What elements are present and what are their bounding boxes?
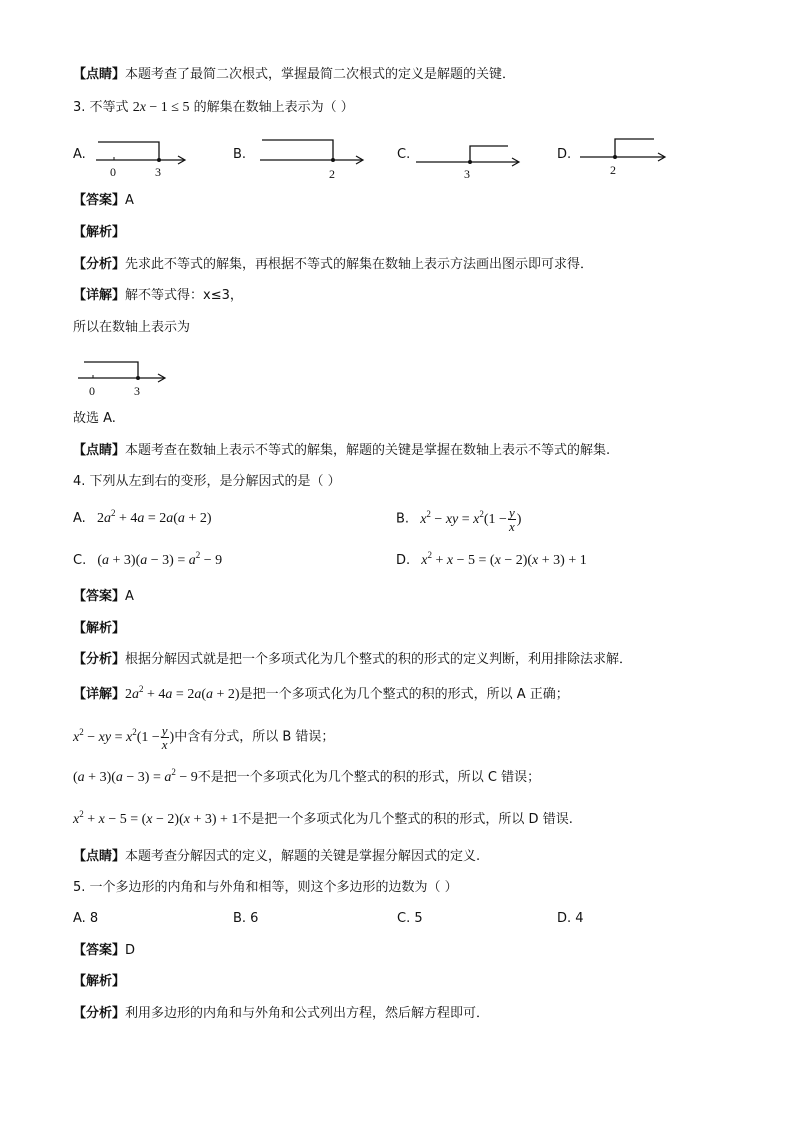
q4-d-formula: $x^2 + x - 5 = (x - 2)(x + 3) + 1$: [73, 809, 239, 827]
q3-option-d-label[interactable]: D.: [557, 147, 572, 162]
q3-dianjing: [73, 442, 610, 460]
q4-xiangjie: [73, 686, 569, 704]
q4-answer: [73, 588, 134, 606]
q3-option-a-label[interactable]: A.: [73, 147, 86, 162]
q5-option-d[interactable]: D. 4: [557, 911, 584, 926]
q4-c-text: 不是把一个多项式化为几个整式的积的形式，所以 C 错误；: [197, 770, 541, 785]
q4-fenxi: [73, 651, 632, 669]
q4-b-text: 中含有分式，所以 B 错误；: [174, 729, 335, 745]
tag-answer: 【答案】: [73, 193, 126, 208]
tick-label: 3: [155, 165, 161, 179]
option-label: D.: [396, 553, 411, 568]
q4-option-a[interactable]: [73, 510, 211, 528]
fenxi-text: 根据分解因式就是把一个多项式化为几个整式的积的形式的定义判断，利用排除法求解．: [125, 652, 633, 667]
q5-option-b[interactable]: B. 6: [233, 911, 259, 926]
q4-dianjing: [73, 848, 480, 866]
tick-label: 0: [89, 384, 95, 398]
q5-option-a[interactable]: A. 8: [73, 911, 99, 926]
q4-d-text: 不是把一个多项式化为几个整式的积的形式，所以 D 错误.: [238, 812, 573, 827]
q4-b-formula: $x^2$ − xy = $x^2(1$ − $\frac{y}{x}$ ): [73, 723, 175, 752]
q5-answer: [73, 942, 135, 960]
tag-xiangjie: 【详解】: [73, 687, 126, 702]
q3-choose: 故选 A.: [73, 411, 116, 426]
q3-jiexi: [73, 224, 125, 242]
q3-stem-prefix: 3. 不等式: [73, 100, 129, 115]
q5-jiexi: [73, 973, 125, 991]
q4-d-line: [73, 811, 573, 829]
q5-option-c[interactable]: C. 5: [397, 911, 423, 926]
q3-line2: 所以在数轴上表示为: [73, 320, 191, 335]
question-5-stem: 5. 一个多边形的内角和与外角和相等，则这个多边形的边数为（ ）: [73, 880, 458, 895]
tag-answer: 【答案】: [73, 589, 126, 604]
q4-c-formula: $(a + 3)(a - 3) = a^2 - 9$: [73, 767, 198, 785]
tag-dianjing: 【点睛】: [73, 67, 126, 82]
q4-option-d[interactable]: [396, 552, 587, 570]
tick-label: 3: [134, 384, 140, 398]
answer-value: A: [125, 193, 134, 208]
answer-value: A: [125, 589, 134, 604]
tag-fenxi: 【分析】: [73, 1006, 126, 1021]
fenxi-text: 先求此不等式的解集，再根据不等式的解集在数轴上表示方法画出图示即可求得．: [125, 257, 594, 272]
q3-inequality: 2x − 1 ≤ 5: [132, 100, 190, 115]
q5-fenxi: [73, 1005, 489, 1023]
fenxi-text: 利用多边形的内角和与外角和公式列出方程，然后解方程即可．: [125, 1006, 490, 1021]
q4-jiexi: [73, 620, 125, 638]
tick-label: 2: [329, 167, 335, 181]
q4-option-b-formula: $x^2$ − xy = $x^2(1$ − $\frac{y}{x}$ ): [420, 505, 522, 534]
dianjing-text: 本题考查分解因式的定义，解题的关键是掌握分解因式的定义.: [125, 849, 481, 864]
q3-option-c-label[interactable]: C.: [397, 147, 411, 162]
q4-option-d-formula: $x^2 + x - 5 = (x - 2)(x + 3) + 1$: [421, 550, 587, 568]
q3-option-d-numberline[interactable]: [578, 134, 672, 180]
option-label: A.: [73, 511, 86, 526]
q3-option-a-numberline[interactable]: [94, 136, 194, 180]
tag-jiexi: 【解析】: [73, 974, 126, 989]
q3-option-b-label[interactable]: B.: [233, 147, 247, 162]
tick-label: 2: [610, 163, 616, 177]
tag-jiexi: 【解析】: [73, 621, 126, 636]
tag-dianjing: 【点睛】: [73, 849, 126, 864]
question-3-stem: [73, 99, 354, 117]
dianjing-text: 本题考查在数轴上表示不等式的解集，解题的关键是掌握在数轴上表示不等式的解集.: [125, 443, 611, 458]
q4-option-c-formula: $(a + 3)(a - 3) = a^2 - 9$: [90, 550, 223, 568]
q3-answer: [73, 192, 134, 210]
answer-value: D: [125, 943, 136, 958]
dianjing-line: [73, 66, 515, 84]
xiangjie-text: 是把一个多项式化为几个整式的积的形式，所以 A 正确；: [239, 687, 569, 702]
tag-jiexi: 【解析】: [73, 225, 126, 240]
q3-xiangjie: [73, 287, 243, 305]
tick-label: 0: [110, 165, 116, 179]
tag-xiangjie: 【详解】: [73, 288, 126, 303]
dianjing-text: 本题考查了最简二次根式，掌握最简二次根式的定义是解题的关键．: [125, 67, 516, 82]
tick-label: 3: [464, 167, 470, 181]
tag-dianjing: 【点睛】: [73, 443, 126, 458]
q3-option-c-numberline[interactable]: [414, 138, 524, 182]
q3-stem-suffix: 的解集在数轴上表示为（ ）: [193, 100, 354, 115]
question-4-stem: 4. 下列从左到右的变形，是分解因式的是（ ）: [73, 474, 341, 489]
q4-option-a-formula: $2a^2 + 4a = 2a(a + 2)$: [89, 508, 212, 526]
tag-fenxi: 【分析】: [73, 652, 126, 667]
tag-answer: 【答案】: [73, 943, 126, 958]
tag-fenxi: 【分析】: [73, 257, 126, 272]
q3-option-b-numberline[interactable]: [258, 136, 366, 182]
option-label: B.: [396, 511, 410, 527]
q4-option-c[interactable]: [73, 552, 222, 570]
xiangjie-text: 解不等式得：x≤3，: [125, 288, 243, 303]
option-label: C.: [73, 553, 87, 568]
q3-solution-numberline: [76, 354, 172, 400]
q3-fenxi: [73, 256, 593, 274]
q4-b-line: [73, 724, 334, 751]
q4-option-b[interactable]: [396, 506, 521, 533]
q4-xiangjie-formula: $2a^2 + 4a = 2a(a + 2)$: [125, 684, 240, 702]
q4-c-line: [73, 769, 540, 787]
